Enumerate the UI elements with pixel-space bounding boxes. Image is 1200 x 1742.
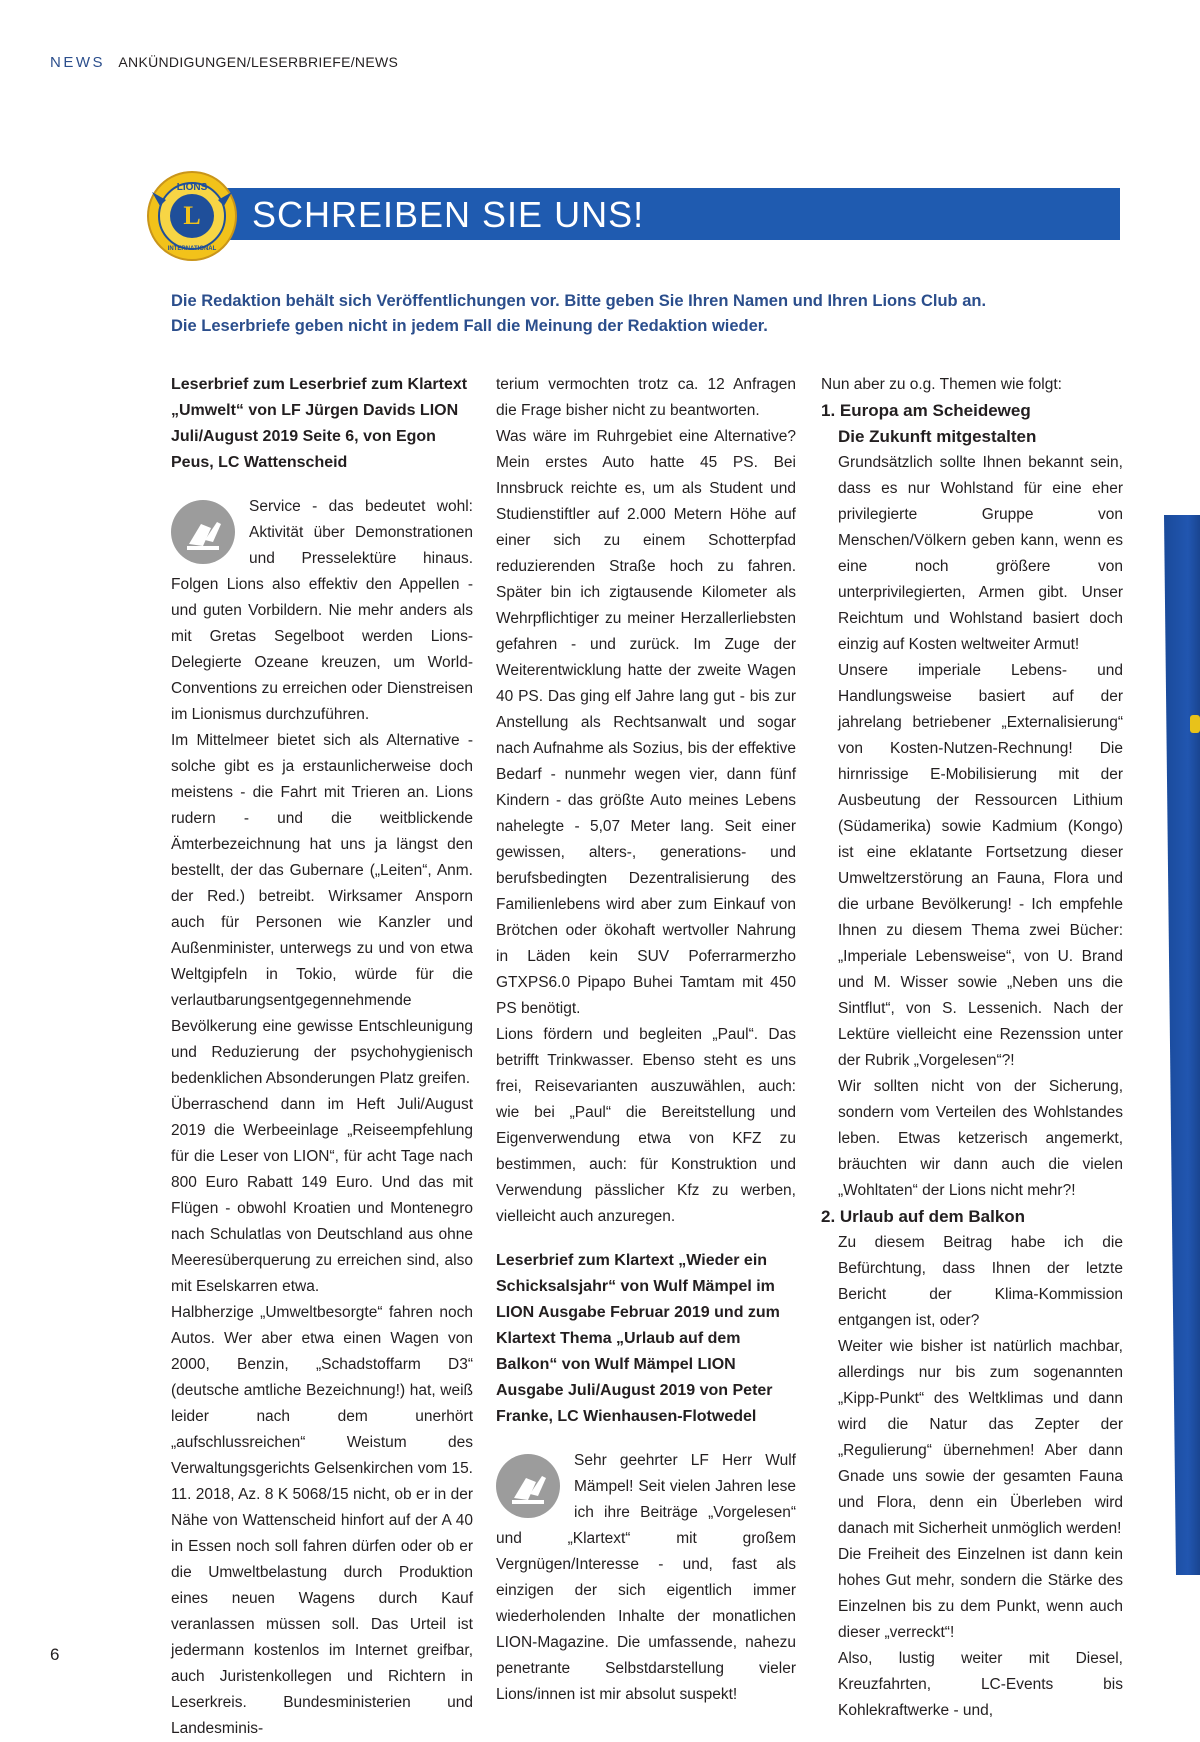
letter-1-paragraph-7: Lions fördern und begleiten „Paul“. Das betrifft Trinkwasser. Ebenso steht es uns frei, Reisevarianten auszuwählen, auch: wie bei „Paul“ die Bereitstellung und Eigenverwendung etwa von KFZ zu bestimmen, auch: für Konstruktion und Verwendung pässlicher Kfz zu werben, vielleicht auch anzuregen.: [496, 1026, 796, 1225]
topic-1-paragraph-3: Wir sollten nicht von der Sicherung, sondern vom Verteilen des Wohlstandes leben. Etwas ketzerisch angemerkt, bräuchten wir dann auch die vielen „Wohltaten“ der Lions nicht mehr?!: [838, 1078, 1123, 1199]
topic-2-paragraph-3: Die Freiheit des Einzelnen ist dann kein hohes Gut mehr, sondern die Stärke des Einzelnen bis zu dem Punkt, wenn auch dieser „verreckt“!: [838, 1546, 1123, 1641]
letter-2-paragraph-1: Sehr geehrter LF Herr Wulf Mämpel! Seit vielen Jahren lese ich ihre Beiträge „Vorgelesen“ und „Klartext“ mit großem Vergnügen/Interesse - und, fast als einzigen der sich eigentlich immer wiederholenden Inhalte der monatlichen LION-Magazine. Die umfassende, nahezu penetrante Selbstdarstellung vieler Lions/innen ist mir absolut suspekt!: [496, 1452, 796, 1703]
topic-2-paragraph-4: Also, lustig weiter mit Diesel, Kreuzfahrten, LC-Events bis Kohlekraftwerke - und,: [838, 1650, 1123, 1719]
topic-1-paragraph-2: Unsere imperiale Lebens- und Handlungsweise basiert auf der jahrelang betriebener „Externalisierung“ von Kosten-Nutzen-Rechnung! Die hirnrissige E-Mobilisierung mit der Ausbeutung der Ressourcen Lithium (Südamerika) sowie Kadmium (Kongo) ist eine eklatante Fortsetzung dieser Umweltzerstörung an Fauna, Flora und die urbane Bevölkerung! - Ich empfehle Ihnen zu diesem Thema zwei Bücher: „Imperiale Lebensweise“, von U. Brand und M. Wisser sowie „Neben uns die Sintflut“, von S. Lessenich. Nach der Lektüre vielleicht eine Rezenssion unter der Rubrik „Vorgelesen“?!: [838, 662, 1123, 1069]
column-2: [496, 372, 796, 1708]
topic-1-paragraph-1: Grundsätzlich sollte Ihnen bekannt sein, dass es nur Wohlstand für eine eher privilegierte Gruppe von Menschen/Völkern geben kann, wenn es eine noch größere von unterprivilegierten, Armen gibt. Unser Reichtum und Wohlstand basiert doch einzig auf Kosten weltweiter Armut!: [838, 454, 1123, 653]
letter-2-paragraph-2: Nun aber zu o.g. Themen wie folgt:: [821, 376, 1062, 393]
topic-2-heading: 2. Urlaub auf dem Balkon: [821, 1207, 1026, 1226]
letter-1-paragraph-2: Im Mittelmeer bietet sich als Alternative - solche gibt es ja erstaunlicherweise doch meistens - die Fahrt mit Trieren an. Lions rudern - und die weitblickende Ämterbezeichnung hat uns ja längst den bestellt, der das Gubernare („Leiten“, Anm. der Red.) betreibt. Wirksamer Ansporn auch für Personen wie Kanzler und Außenminister, unterwegs zu und von etwa Weltgipfeln in Tokio, würde für die verlautbarungsentgegennehmende Bevölkerung eine gewisse Entschleunigung und Reduzierung der psychohygienisch bedenklichen Absonderungen Platz greifen.: [171, 732, 473, 1087]
letter-1-paragraph-3: Überraschend dann im Heft Juli/August 2019 die Werbeeinlage „Reiseempfehlung für die Leser von LION“, für acht Tage nach 800 Euro Rabatt 149 Euro. Und das mit Flügen - obwohl Kroatien und Montenegro nach Schulatlas von Deutschland aus ohne Meeresüberquerung zu erreichen sind, also mit Eselskarren etwa.: [171, 1096, 473, 1295]
logo-letter: L: [183, 201, 201, 230]
section-label: NEWS: [50, 54, 105, 71]
running-header: [50, 54, 398, 71]
page-title: SCHREIBEN SIE UNS!: [252, 194, 645, 235]
page-number: 6: [50, 1645, 60, 1664]
topic-1-subheading: Die Zukunft mitgestalten: [838, 427, 1037, 446]
intro-line-1: Die Redaktion behält sich Veröffentlichungen vor. Bitte geben Sie Ihren Namen und Ihren Lions Club an.: [171, 292, 987, 310]
intro-line-2: Die Leserbriefe geben nicht in jedem Fall die Meinung der Redaktion wieder.: [171, 317, 768, 335]
topic-1-heading: 1. Europa am Scheideweg: [821, 401, 1031, 420]
section-subtitle: ANKÜNDIGUNGEN/LESERBRIEFE/NEWS: [118, 54, 399, 70]
letter-2-heading: Leserbrief zum Klartext „Wieder ein Schicksalsjahr“ von Wulf Mämpel im LION Ausgabe Februar 2019 und zum Klartext Thema „Urlaub auf dem Balkon“ von Wulf Mämpel LION Ausgabe Juli/August 2019 von Peter Franke, LC Wienhausen-Flotwedel: [496, 1252, 780, 1425]
letter-1-paragraph-6: Was wäre im Ruhrgebiet eine Alternative? Mein erstes Auto hatte 45 PS. Bei Innsbruck reichte es, um als Student und Studienstiftler auf 2.000 Metern Höhe auf einer sich zu einem Schotterpfad reduzierenden Straße hoch zu fahren. Später bin ich zigtausende Kilometer als Wehrpflichtiger zu meiner Herzallerliebsten gefahren - und zurück. Im Zuge der Weiterentwicklung hatte der zweite Wagen 40 PS. Das ging elf Jahre lang gut - bis zur Anstellung als Rechtsanwalt und sogar nach Aufnahme als Sozius, bis der effektive Bedarf - nunmehr wegen vier, dann fünf Kindern - das größte Auto meines Lebens nahelegte - 5,07 Meter lang. Seit einer gewissen, alters-, generations- und berufsbedingten Dezentralisierung des Familienlebens wird aber zum Einkauf von Brötchen oder ökohaft wertvoller Nahrung in Läden kein SUV Poferrarmerzho GTXPS6.0 Pipapo Buhei Tamtam mit 450 PS benötigt.: [496, 428, 796, 1017]
topic-2-paragraph-1: Zu diesem Beitrag habe ich die Befürchtung, dass Ihnen der letzte Bericht der Klima-Kommission entgangen ist, oder?: [838, 1234, 1123, 1329]
logo-bottom-text: INTERNATIONAL: [167, 246, 217, 252]
lions-logo: [146, 170, 238, 262]
topic-2-paragraph-2: Weiter wie bisher ist natürlich machbar, allerdings nur bis zum sogenannten „Kipp-Punkt“ des Weltklimas und dann wird die Natur das Zepter der „Regulierung“ übernehmen! Aber dann Gnade uns sowie der gesamten Fauna und Flora, denn ein Überleben wird danach mit Sicherheit unmöglich werden!: [838, 1338, 1123, 1537]
column-3: [821, 372, 1123, 1724]
writing-hand-icon: [171, 500, 235, 564]
letter-1-paragraph-4: Halbherzige „Umweltbesorgte“ fahren noch Autos. Wer aber etwa einen Wagen von 2000, Benzin, „Schadstoffarm D3“ (deutsche amtliche Bezeichnung!) hat, weiß leider nach dem unerhört „aufschlussreichen“ Weistum des Verwaltungsgerichts Gelsenkirchen vom 15. 11. 2018, Az. 8 K 5068/15 nicht, ob er in der Nähe von Wattenscheid hinfort auf der A 40 in Essen noch soll fahren dürfen oder ob er die Umweltbelastung durch Produktion eines neuen Wagens durch Kauf veranlassen müssen soll. Das Urteil ist jedermann kostenlos im Internet greifbar, auch Juristenkollegen und Richtern in Leserkreis. Bundesministerien und Landesminis-: [171, 1304, 473, 1737]
column-1: [171, 372, 473, 1742]
magazine-edge-image: [1164, 515, 1200, 1575]
letter-1-heading: Leserbrief zum Leserbrief zum Klartext „Umwelt“ von LF Jürgen Davids LION Juli/August 2019 Seite 6, von Egon Peus, LC Wattenscheid: [171, 376, 468, 471]
intro-notice: [171, 289, 1071, 339]
logo-top-text: LIONS: [176, 182, 208, 193]
letter-1-paragraph-5: terium vermochten trotz ca. 12 Anfragen die Frage bisher nicht zu beantworten.: [496, 376, 796, 419]
title-banner: [214, 188, 1120, 240]
writing-hand-icon: [496, 1454, 560, 1518]
letter-1-paragraph-1: Service - das bedeutet wohl: Aktivität über Demonstrationen und Presselektüre hinaus. Folgen Lions also effektiv den Appellen - und guten Vorbildern. Nie mehr anders als mit Gretas Segelboot werden Lions-Delegierte Ozeane kreuzen, um World-Conventions zu erreichen oder Dienstreisen im Lionismus durchzuführen.: [171, 498, 473, 723]
